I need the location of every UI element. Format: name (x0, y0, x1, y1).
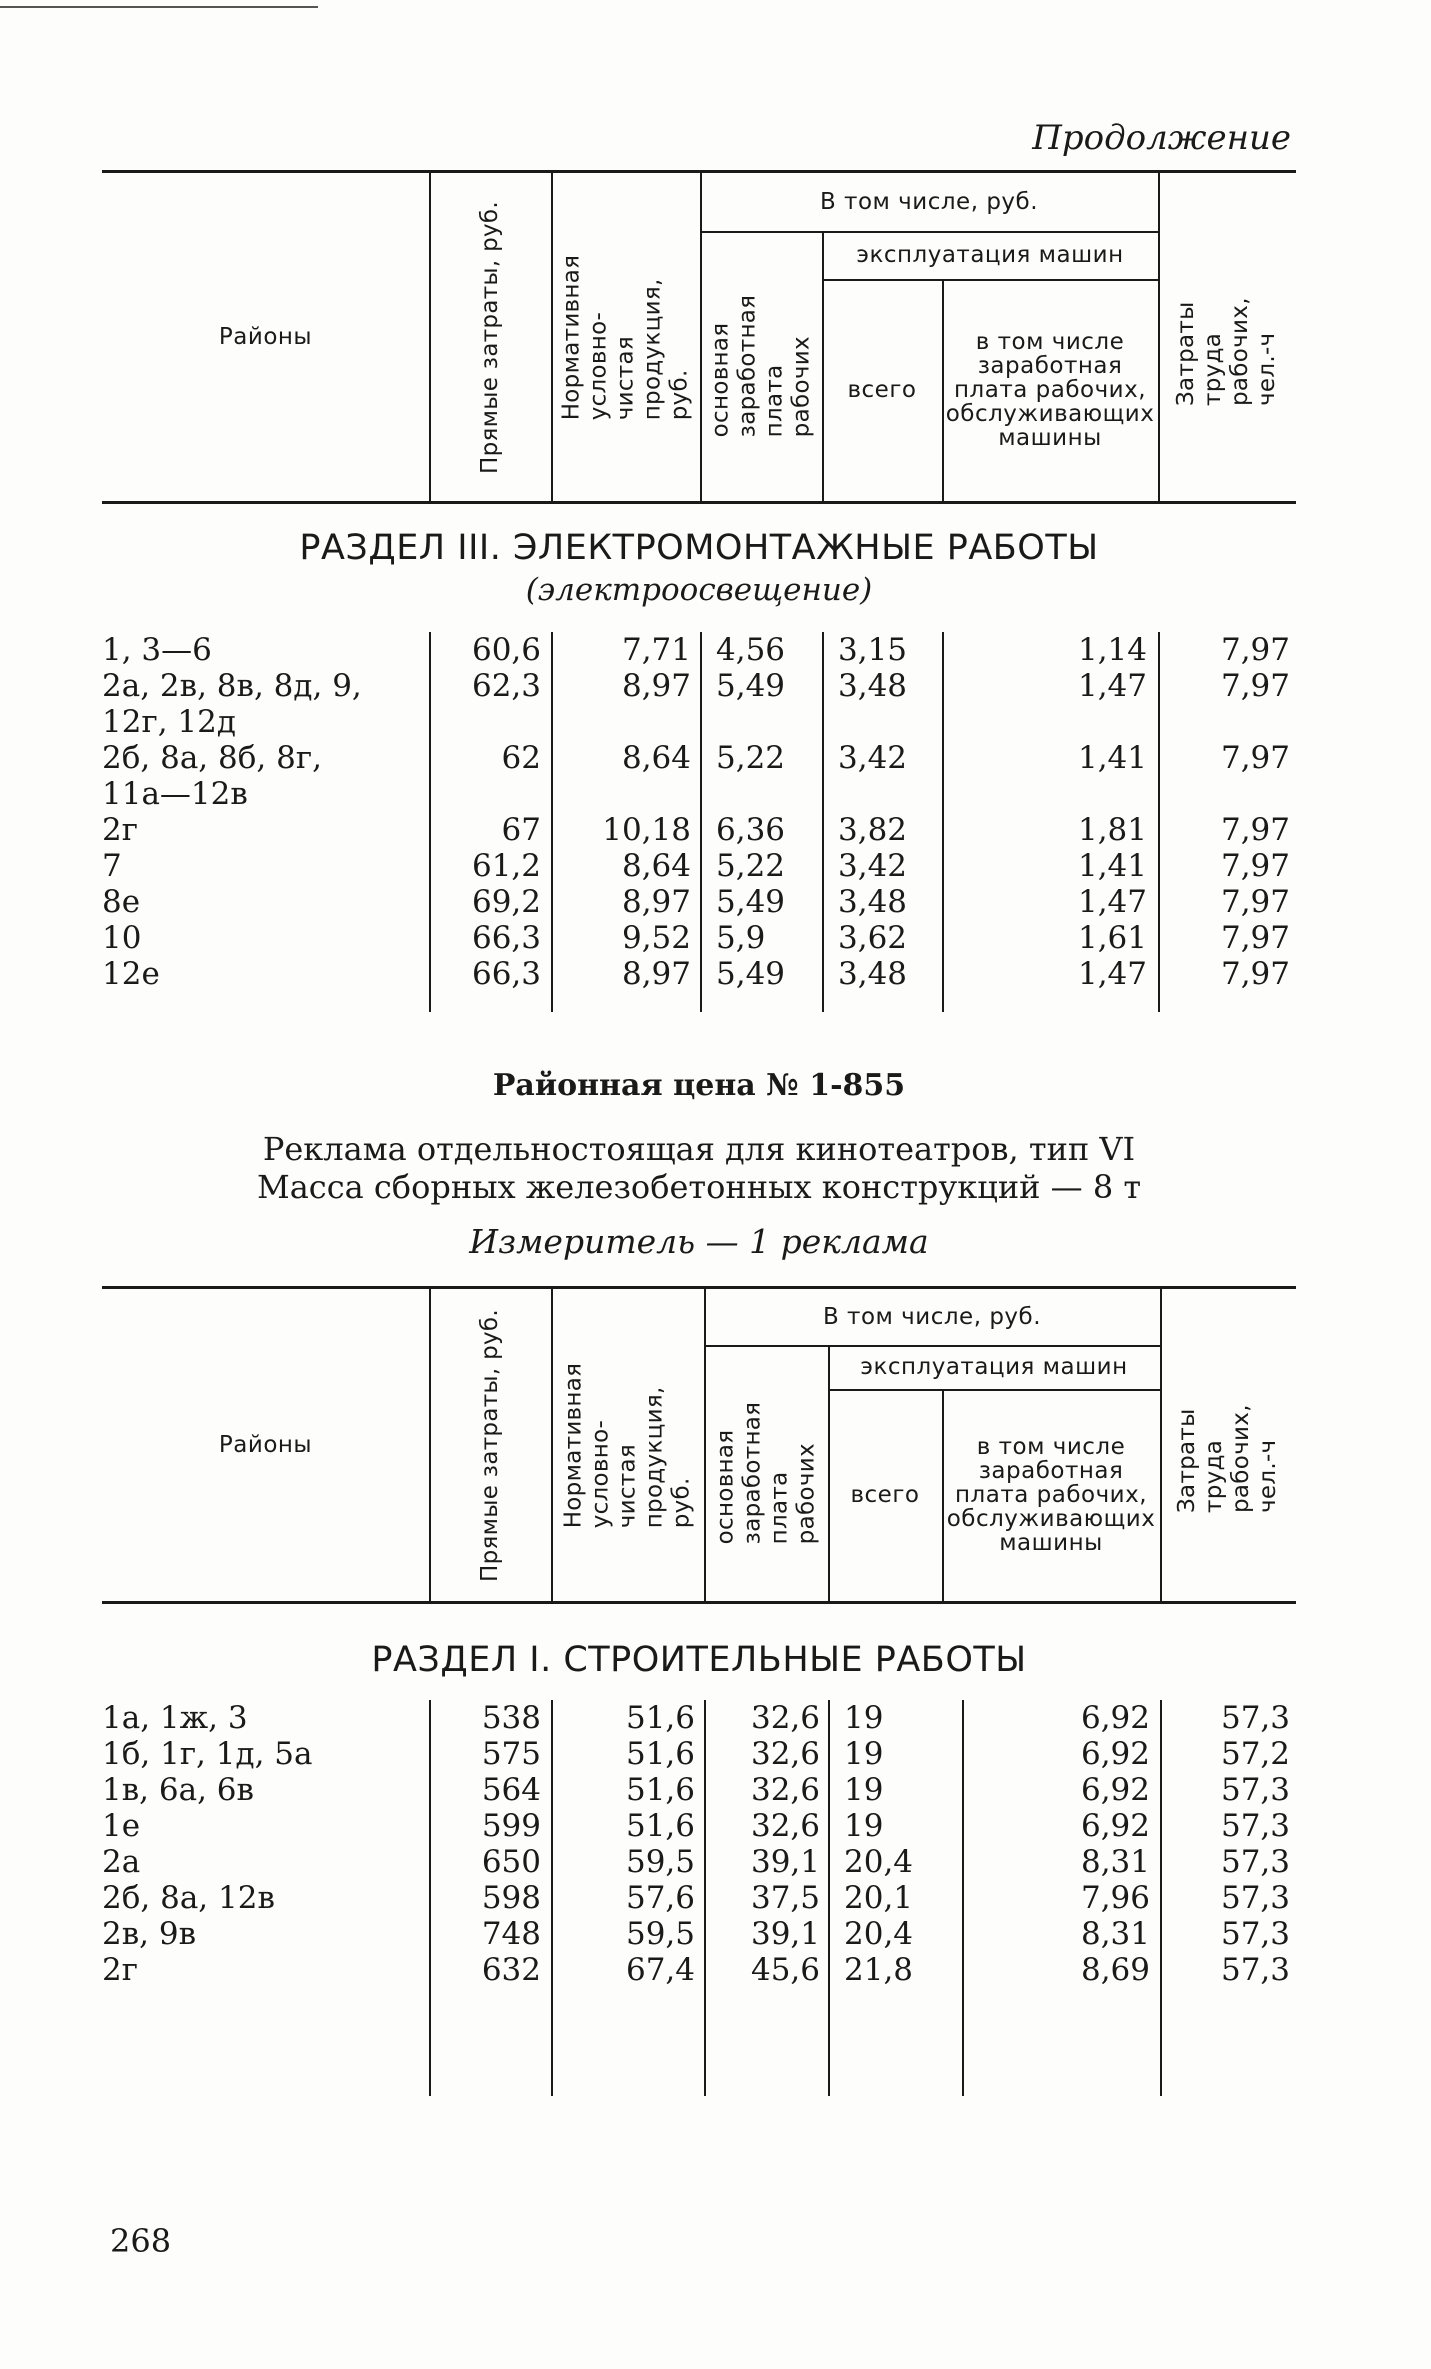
table-cell: 7,97 (1220, 740, 1290, 776)
table-cell: 5,9 (716, 920, 766, 956)
table-cell: 57,3 (1220, 1808, 1290, 1844)
table-cell: 5,22 (716, 740, 786, 776)
table-cell: 57,6 (625, 1880, 695, 1916)
section-3-subtitle: (электроосвещение) (525, 572, 873, 608)
header-total: всего (850, 1482, 920, 1508)
section-1-title: РАЗДЕЛ I. СТРОИТЕЛЬНЫЕ РАБОТЫ (371, 1640, 1027, 1680)
table-cell: 8,31 (1080, 1916, 1150, 1952)
table-header-2 (102, 1286, 1296, 1604)
table-cell: 69,2 (471, 884, 541, 920)
table-cell: 19 (844, 1772, 884, 1808)
table-cell: 5,49 (716, 956, 786, 992)
table-cell: 10,18 (602, 812, 691, 848)
table-cell: 2в, 9в (102, 1916, 197, 1952)
table-cell: 1е (102, 1808, 141, 1844)
table-cell: 3,15 (838, 632, 908, 668)
table-cell: 3,62 (838, 920, 908, 956)
table-cell: 59,5 (625, 1844, 695, 1880)
header-direct-costs: Прямые затраты, руб. (476, 200, 503, 474)
header-including: В том числе, руб. (822, 1304, 1042, 1330)
table-cell: 8,97 (621, 956, 691, 992)
table-cell: 2г (102, 1952, 138, 1988)
table-cell: 6,92 (1080, 1736, 1150, 1772)
table-cell: 11а—12в (102, 776, 248, 812)
table-cell: 7,97 (1220, 956, 1290, 992)
table-cell: 19 (844, 1700, 884, 1736)
table-cell: 5,49 (716, 884, 786, 920)
table-cell: 19 (844, 1808, 884, 1844)
table-cell: 67,4 (625, 1952, 695, 1988)
table-cell: 1,47 (1077, 956, 1147, 992)
table-cell: 21,8 (844, 1952, 914, 1988)
table-cell: 62 (501, 740, 541, 776)
table-cell: 538 (481, 1700, 541, 1736)
table-header-1 (102, 170, 1296, 504)
table-cell: 599 (481, 1808, 541, 1844)
table-cell: 1,14 (1077, 632, 1147, 668)
table-cell: 2а (102, 1844, 141, 1880)
header-base-wage: основная заработная плата рабочих (707, 294, 815, 438)
header-total: всего (847, 377, 917, 403)
table-cell: 12е (102, 956, 160, 992)
table-cell: 57,3 (1220, 1952, 1290, 1988)
header-normative: Нормативная условно-чистая продукция, руб. (560, 1362, 694, 1528)
table-cell: 57,3 (1220, 1772, 1290, 1808)
table-cell: 57,3 (1220, 1700, 1290, 1736)
table-cell: 37,5 (750, 1880, 820, 1916)
table-cell: 20,4 (844, 1844, 914, 1880)
corner-rule (0, 6, 318, 8)
table-cell: 51,6 (625, 1700, 695, 1736)
section-3-title: РАЗДЕЛ III. ЭЛЕКТРОМОНТАЖНЫЕ РАБОТЫ (299, 528, 1099, 568)
table-cell: 564 (481, 1772, 541, 1808)
table-cell: 3,82 (838, 812, 908, 848)
table-cell: 10 (102, 920, 142, 956)
table-cell: 32,6 (750, 1700, 820, 1736)
table-cell: 12г, 12д (102, 704, 236, 740)
table-cell: 9,52 (621, 920, 691, 956)
table-cell: 1б, 1г, 1д, 5а (102, 1736, 313, 1772)
table-cell: 7,97 (1220, 812, 1290, 848)
header-incl-wage: в том числе заработная плата рабочих, обслуживающих машины (946, 1434, 1156, 1556)
header-normative: Нормативная условно-чистая продукция, руб. (558, 254, 692, 420)
table-cell: 1, 3—6 (102, 632, 212, 668)
header-districts: Районы (218, 1432, 313, 1458)
table-cell: 60,6 (471, 632, 541, 668)
table-cell: 51,6 (625, 1736, 695, 1772)
table-cell: 7,97 (1220, 920, 1290, 956)
table-cell: 3,48 (838, 884, 908, 920)
table-cell: 3,48 (838, 668, 908, 704)
table-cell: 650 (481, 1844, 541, 1880)
header-direct-costs: Прямые затраты, руб. (476, 1308, 503, 1582)
table-cell: 32,6 (750, 1772, 820, 1808)
table-cell: 7,96 (1080, 1880, 1150, 1916)
header-machine-operation: эксплуатация машин (856, 242, 1124, 268)
table-cell: 32,6 (750, 1808, 820, 1844)
table-cell: 8,64 (621, 740, 691, 776)
page-number: 268 (110, 2222, 172, 2260)
header-base-wage: основная заработная плата рабочих (712, 1401, 820, 1545)
table-cell: 61,2 (471, 848, 541, 884)
table-cell: 1в, 6а, 6в (102, 1772, 254, 1808)
table-cell: 575 (481, 1736, 541, 1772)
header-incl-wage: в том числе заработная плата рабочих, обслуживающих машины (945, 329, 1155, 451)
table-cell: 4,56 (716, 632, 786, 668)
table-cell: 7,97 (1220, 884, 1290, 920)
table-cell: 59,5 (625, 1916, 695, 1952)
header-districts: Районы (218, 324, 313, 350)
table-cell: 748 (481, 1916, 541, 1952)
table-cell: 66,3 (471, 956, 541, 992)
table-cell: 632 (481, 1952, 541, 1988)
table-cell: 6,36 (716, 812, 786, 848)
table-cell: 7 (102, 848, 122, 884)
continuation-label: Продолжение (1032, 118, 1291, 158)
table-cell: 51,6 (625, 1772, 695, 1808)
header-labor: Затраты труда рабочих, чел.-ч (1174, 1404, 1281, 1513)
table-cell: 39,1 (750, 1844, 820, 1880)
data-table-2 (102, 1700, 1296, 2096)
table-cell: 5,22 (716, 848, 786, 884)
table-cell: 7,97 (1220, 668, 1290, 704)
description-line-2: Масса сборных железобетонных конструкций — 8 т (256, 1168, 1142, 1206)
table-cell: 51,6 (625, 1808, 695, 1844)
table-cell: 57,3 (1220, 1844, 1290, 1880)
district-price: Районная цена № 1-855 (492, 1068, 906, 1103)
data-table-1 (102, 632, 1296, 1012)
header-including: В том числе, руб. (819, 189, 1039, 215)
table-cell: 2б, 8а, 8б, 8г, (102, 740, 322, 776)
table-cell: 32,6 (750, 1736, 820, 1772)
table-cell: 1,47 (1077, 884, 1147, 920)
table-cell: 66,3 (471, 920, 541, 956)
table-cell: 8е (102, 884, 141, 920)
measure: Измеритель — 1 реклама (469, 1222, 929, 1261)
table-cell: 2б, 8а, 12в (102, 1880, 275, 1916)
table-cell: 7,97 (1220, 632, 1290, 668)
table-cell: 1,47 (1077, 668, 1147, 704)
table-cell: 20,1 (844, 1880, 914, 1916)
table-cell: 6,92 (1080, 1808, 1150, 1844)
table-cell: 19 (844, 1736, 884, 1772)
table-cell: 598 (481, 1880, 541, 1916)
table-cell: 8,69 (1080, 1952, 1150, 1988)
table-cell: 1,41 (1077, 740, 1147, 776)
table-cell: 67 (501, 812, 541, 848)
table-cell: 6,92 (1080, 1772, 1150, 1808)
table-cell: 3,42 (838, 848, 908, 884)
table-cell: 2г (102, 812, 138, 848)
table-cell: 7,97 (1220, 848, 1290, 884)
table-cell: 5,49 (716, 668, 786, 704)
table-cell: 2а, 2в, 8в, 8д, 9, (102, 668, 362, 704)
table-cell: 1,81 (1077, 812, 1147, 848)
table-cell: 57,3 (1220, 1880, 1290, 1916)
table-cell: 39,1 (750, 1916, 820, 1952)
table-cell: 8,97 (621, 884, 691, 920)
table-cell: 3,42 (838, 740, 908, 776)
header-machine-operation: эксплуатация машин (860, 1354, 1128, 1380)
table-cell: 1,61 (1077, 920, 1147, 956)
header-labor: Затраты труда рабочих, чел.-ч (1173, 297, 1280, 406)
table-cell: 6,92 (1080, 1700, 1150, 1736)
table-cell: 20,4 (844, 1916, 914, 1952)
table-cell: 8,64 (621, 848, 691, 884)
table-cell: 57,2 (1220, 1736, 1290, 1772)
table-cell: 62,3 (471, 668, 541, 704)
table-cell: 8,31 (1080, 1844, 1150, 1880)
table-cell: 45,6 (750, 1952, 820, 1988)
table-cell: 7,71 (621, 632, 691, 668)
table-cell: 57,3 (1220, 1916, 1290, 1952)
table-cell: 1а, 1ж, 3 (102, 1700, 248, 1736)
table-cell: 1,41 (1077, 848, 1147, 884)
table-cell: 8,97 (621, 668, 691, 704)
description-line-1: Реклама отдельностоящая для кинотеатров, тип VI (262, 1130, 1136, 1168)
table-cell: 3,48 (838, 956, 908, 992)
